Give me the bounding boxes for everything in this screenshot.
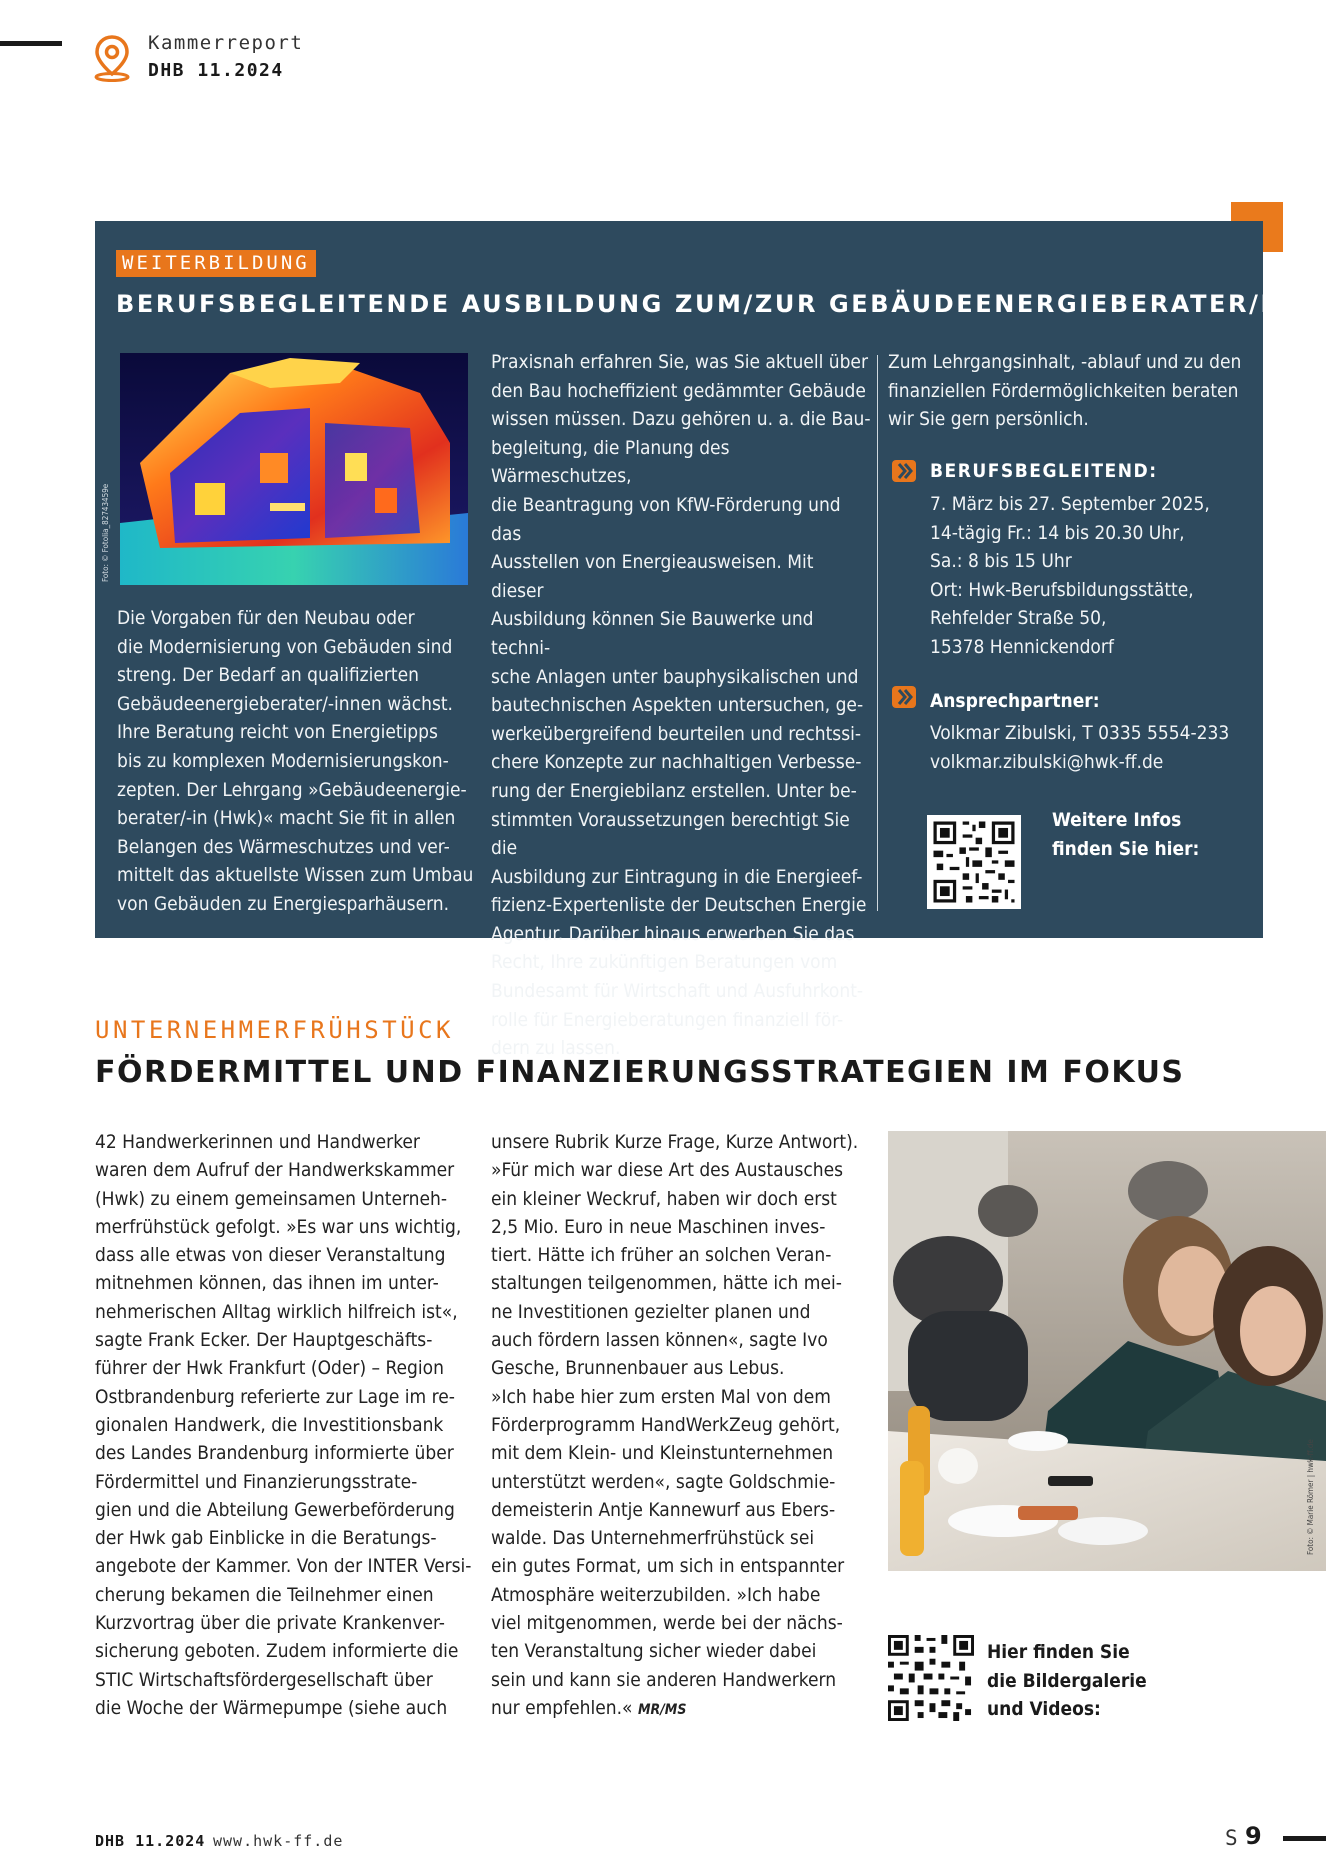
box-column-3-intro: Zum Lehrgangsinhalt, -ablauf und zu den finanziellen Fördermöglichkeiten beraten wir Sie gern persönlich. [888, 351, 1242, 431]
box-column-2: Praxisnah erfahren Sie, was Sie aktuell über den Bau hocheffizient gedämmter Gebäude wissen müssen. Dazu gehören u. a. die Bau- begleitung, die Planung des Wärmeschutzes, die Beantragung von KfW-Förderung und das Ausstellen von Energieausweisen. Mit dieser Ausbildung können Sie Bauwerke und techni- sche Anlagen unter bauphysikalischen und bautechnischen Aspekten untersuchen, ge- werkeübergreifend beurteilen und rechtssi- chere Konzepte zur nachhaltigen Verbesse- rung der Energiebilanz erstellen. Unter be- stimmten Voraussetzungen berechtigt Sie die Ausbildung zur Eintragung in die Energieef- fizienz-Expertenliste der Deutschen Energie Agentur. Darüber hinaus erwerben Sie das Recht, Ihre zukünftigen Beratungen vom Bundesamt für Wirtschaft und Ausfuhrkont- rolle für Energieberatungen finanziell för- dern zu lassen. [491, 351, 871, 1060]
qr-code-icon[interactable] [888, 1635, 974, 1721]
article-author: MR/MS [637, 1701, 687, 1718]
contact-text: Volkmar Zibulski, T 0335 5554-233 volkmar.zibulski@hwk-ff.de [930, 722, 1230, 773]
thermal-house-image [120, 353, 468, 585]
box-photo-credit: Foto: © Fotolia_82743459e [101, 483, 110, 582]
column-divider [877, 355, 878, 911]
footer-page-number: 9 [1245, 1822, 1262, 1850]
arrow-right-icon [892, 460, 916, 482]
article-photo-credit: Foto: © Marie Römer | hwk-ff.de [1306, 1439, 1315, 1555]
box-column-1: Die Vorgaben für den Neubau oder die Modernisierung von Gebäuden sind streng. Der Bedarf an qualifizierten Gebäudeenergieberater/-innen wächst. Ihre Beratung reicht von Energietipps bis zu komplexen Modernisierungskon- zepten. Der Lehrgang »Gebäudeenergie- berater/-in (Hwk)« macht Sie fit in allen Belangen des Wärmeschutzes und ver- mittelt das aktuellste Wissen zum Umbau von Gebäuden zu Energiesparhäusern. [117, 607, 474, 915]
article-title: FÖRDERMITTEL UND FINANZIERUNGSSTRATEGIEN IM FOKUS [95, 1055, 1185, 1090]
header-kicker: Kammerreport [148, 32, 304, 54]
footer-page-prefix: S [1225, 1826, 1238, 1850]
footer-rule [1283, 1836, 1326, 1841]
footer-issue: DHB 11.2024 [95, 1832, 206, 1850]
article-column-1: 42 Handwerkerinnen und Handwerker waren dem Aufruf der Handwerkskammer (Hwk) zu einem gemeinsamen Unterneh- merfrühstück gefolgt. »Es war uns wichtig, dass alle etwas von dieser Veranstaltung mitnehmen können, das ihnen im unter- nehmerischen Alltag wirklich hilfreich ist«, sagte Frank Ecker. Der Hauptgeschäfts- führer der Hwk Frankfurt (Oder) – Region Ostbrandenburg referierte zur Lage im re- gionalen Handwerk, die Investitionsbank des Landes Brandenburg informierte über Fördermittel und Finanzierungsstrate- gien und die Abteilung Gewerbeförderung der Hwk gab Einblicke in die Beratungs- angebote der Kammer. Von der INTER Versi- cherung bekamen die Teilnehmer einen Kurzvortrag über die private Krankenver- sicherung geboten. Zudem informierte die STIC Wirtschaftsfördergesellschaft über die Woche der Wärmepumpe (siehe auch [95, 1131, 472, 1719]
footer-url[interactable]: www.hwk-ff.de [213, 1832, 344, 1850]
article-column-2 [491, 1128, 876, 1724]
box-title: BERUFSBEGLEITENDE AUSBILDUNG ZUM/ZUR GEBÄUDEENERGIEBERATER/IN [116, 290, 1295, 318]
box-qr-caption: Weitere Infos finden Sie hier: [1052, 809, 1200, 860]
header-issue: DHB 11.2024 [148, 60, 284, 81]
article-qr-caption: Hier finden Sie die Bildergalerie und Videos: [987, 1641, 1147, 1721]
contact-label: Ansprechpartner: [930, 690, 1100, 712]
event-photo [888, 1131, 1326, 1571]
box-kicker: WEITERBILDUNG [116, 250, 316, 277]
qr-code-icon[interactable] [927, 815, 1021, 909]
location-pin-icon [92, 34, 132, 82]
schedule-text: 7. März bis 27. September 2025, 14-tägig Fr.: 14 bis 20.30 Uhr, Sa.: 8 bis 15 Uhr Ort: Hwk-Berufsbildungsstätte, Rehfelder Straße 50, 15378 Hennickendorf [930, 493, 1210, 658]
article-column-2-text: unsere Rubrik Kurze Frage, Kurze Antwort). »Für mich war diese Art des Austausches ein kleiner Weckruf, haben wir doch erst 2,5 Mio. Euro in neue Maschinen inves- tiert. Hätte ich früher an solchen Veran- staltungen teilgenommen, hätte ich mei- ne Investitionen gezielter planen und auch fördern lassen können«, sagte Ivo Gesche, Brunnenbauer aus Lebus. »Ich habe hier zum ersten Mal von dem Förderprogramm HandWerkZeug gehört, mit dem Klein- und Kleinstunternehmen unterstützt werden«, sagte Goldschmie- demeisterin Antje Kannewurf aus Ebers- walde. Das Unternehmerfrühstück sei ein gutes Format, um sich in entspannter Atmosphäre weiterzubilden. »Ich habe viel mitgenommen, werde bei der nächs- ten Veranstaltung sicher wieder dabei sein und kann sie anderen Handwerkern nur empfehlen.« [491, 1131, 859, 1719]
article-kicker: UNTERNEHMERFRÜHSTÜCK [95, 1016, 454, 1044]
header-rule [0, 41, 62, 46]
schedule-label: BERUFSBEGLEITEND: [930, 460, 1158, 482]
arrow-right-icon [892, 686, 916, 708]
